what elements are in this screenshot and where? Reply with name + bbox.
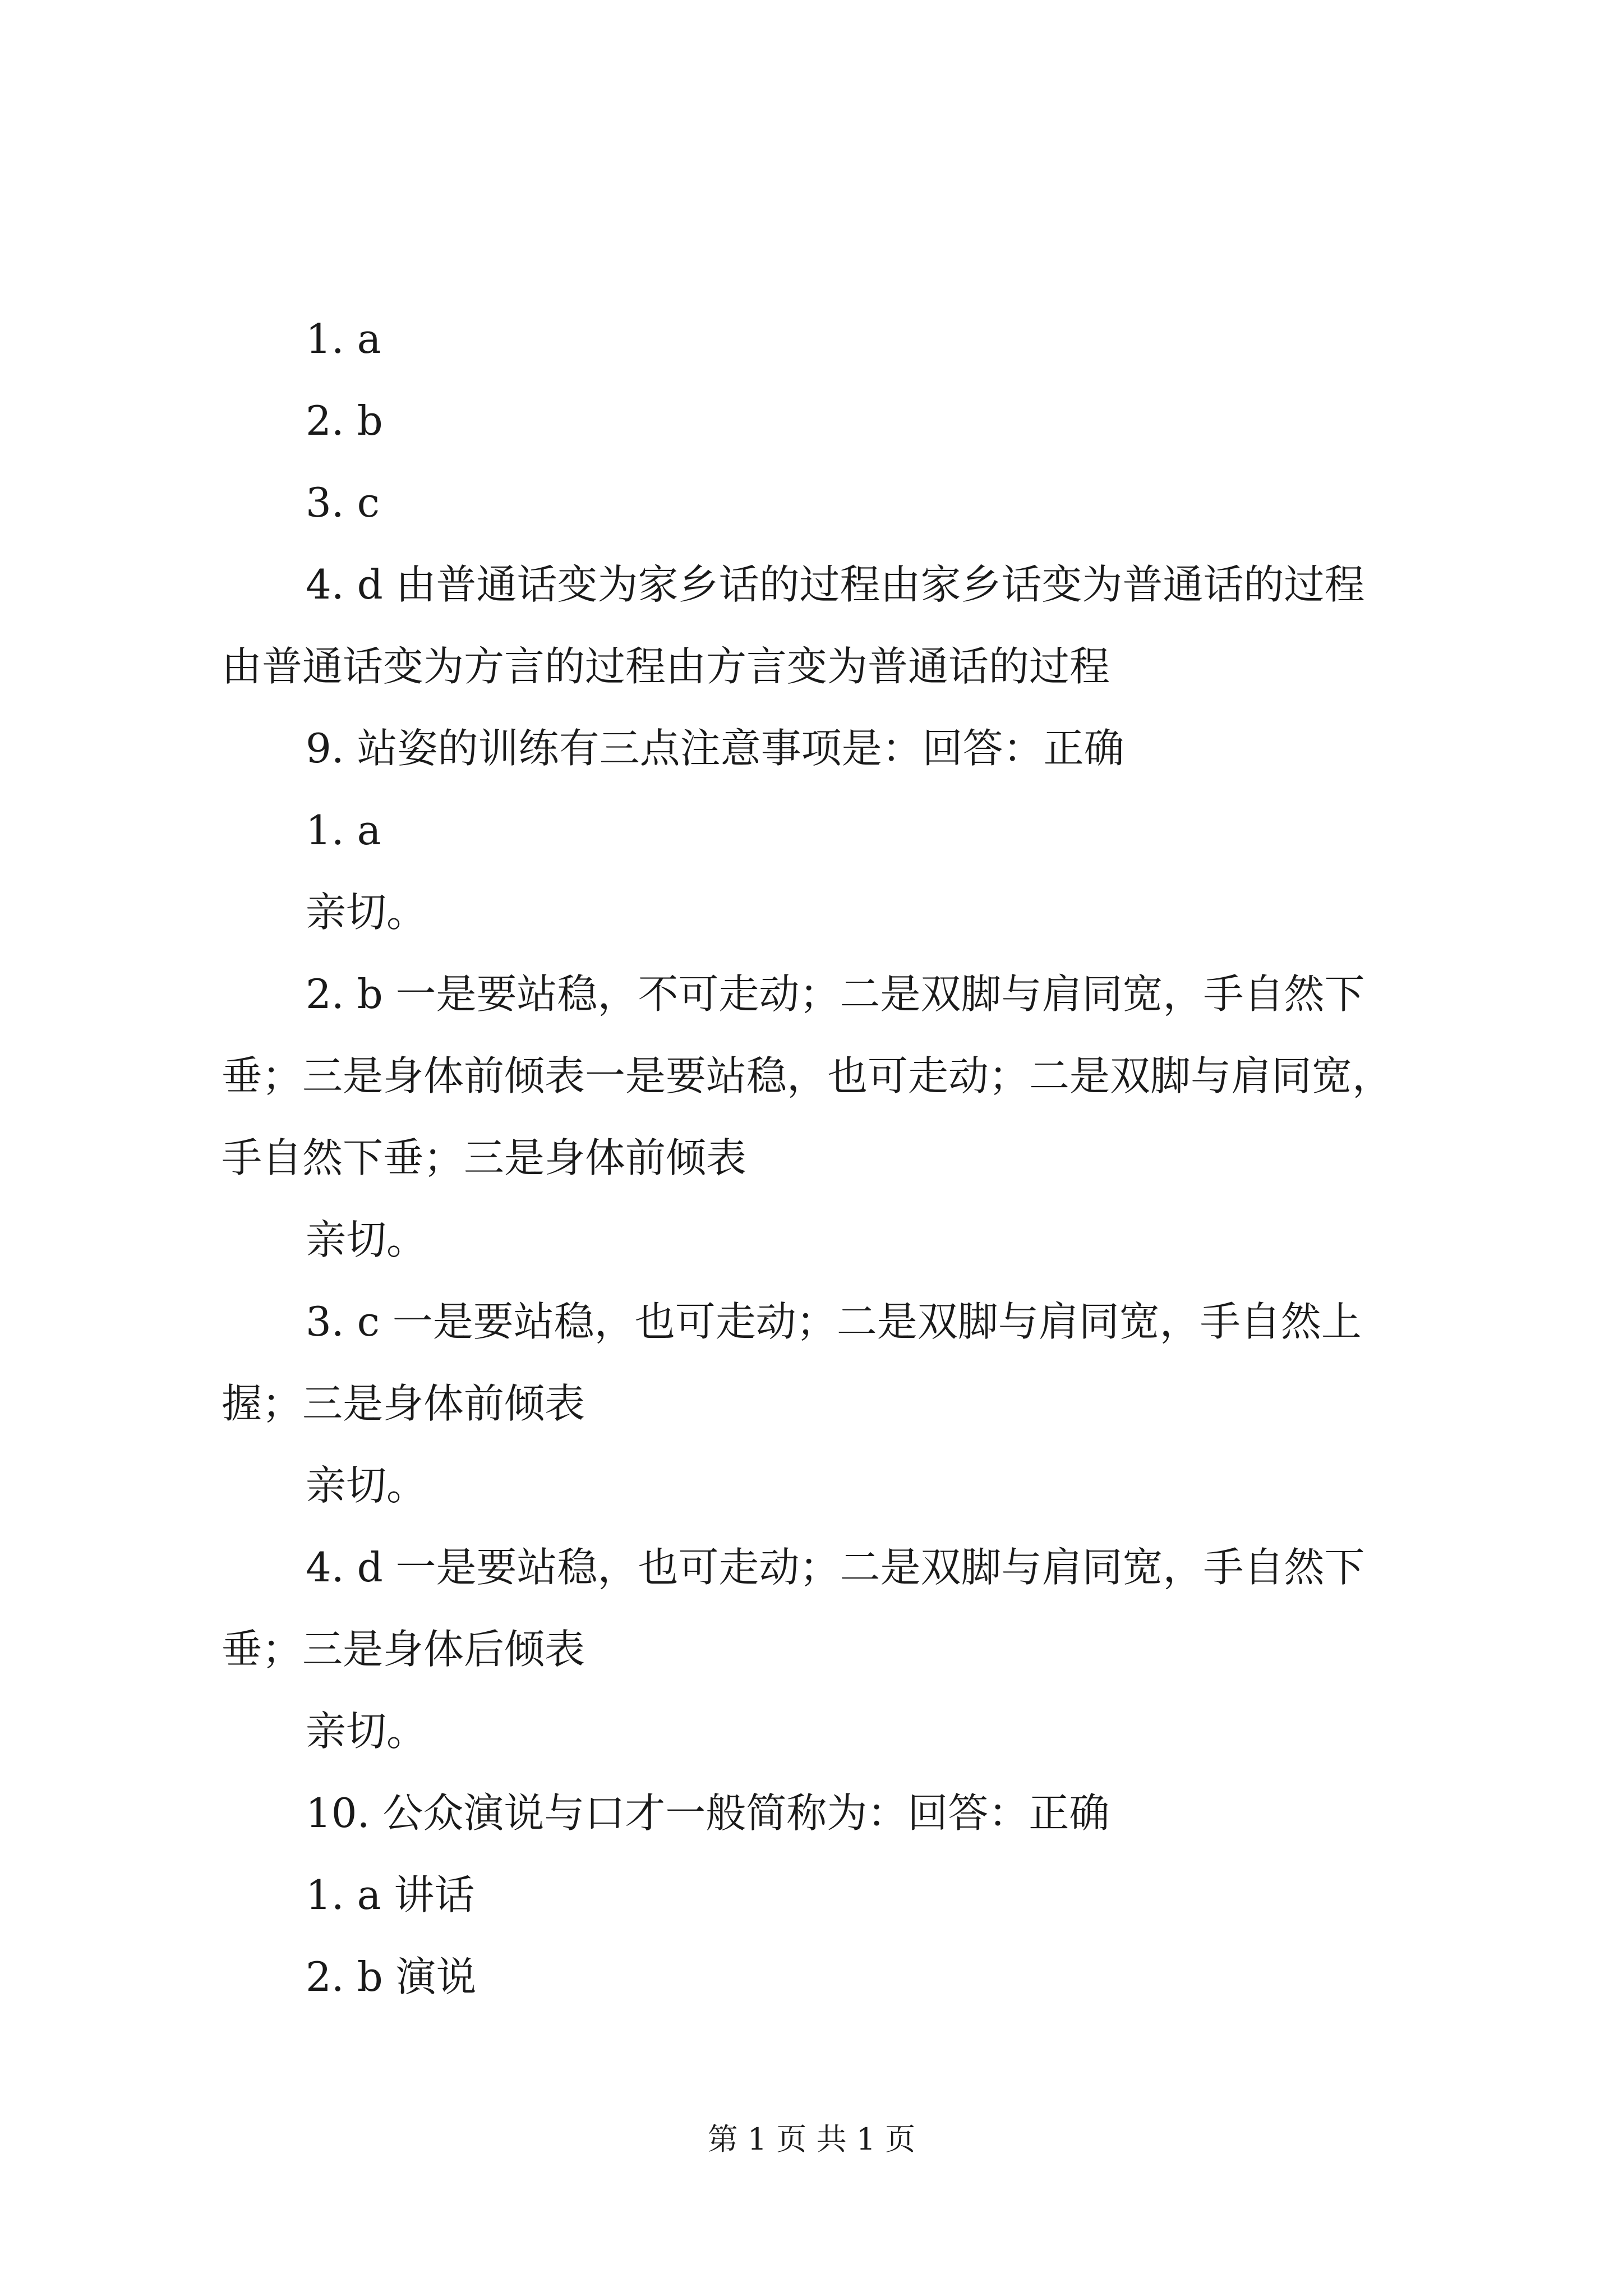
text-line: 3. c: [306, 479, 380, 526]
text-line: 2. b: [306, 397, 383, 444]
text-line: 亲切。: [306, 1708, 427, 1755]
text-line: 手自然下垂；三是身体前倾表: [222, 1134, 747, 1181]
text-line: 4. d 由普通话变为家乡话的过程由家乡话变为普通话的过程: [306, 561, 1365, 608]
text-line: 握；三是身体前倾表: [222, 1380, 585, 1427]
text-line: 2. b 演说: [306, 1953, 477, 2000]
text-line: 亲切。: [306, 1462, 427, 1509]
text-line: 4. d 一是要站稳，也可走动；二是双脚与肩同宽，手自然下: [306, 1544, 1365, 1591]
text-line: 1. a: [306, 315, 381, 362]
text-line: 垂；三是身体后倾表: [222, 1626, 585, 1673]
text-line: 1. a 讲话: [306, 1871, 475, 1918]
text-line: 垂；三是身体前倾表一是要站稳，也可走动；二是双脚与肩同宽，: [222, 1052, 1393, 1099]
text-line: 2. b 一是要站稳，不可走动；二是双脚与肩同宽，手自然下: [306, 970, 1365, 1018]
text-line: 由普通话变为方言的过程由方言变为普通话的过程: [222, 643, 1110, 690]
text-line: 10. 公众演说与口才一般简称为：回答：正确: [306, 1789, 1110, 1837]
text-line: 亲切。: [306, 889, 427, 936]
text-line: 亲切。: [306, 1216, 427, 1263]
page-number-footer: 第 1 页 共 1 页: [707, 2122, 916, 2157]
text-line: 1. a: [306, 807, 381, 854]
text-line: 9. 站姿的训练有三点注意事项是：回答：正确: [306, 725, 1124, 772]
text-line: 3. c 一是要站稳，也可走动；二是双脚与肩同宽，手自然上: [306, 1298, 1362, 1345]
